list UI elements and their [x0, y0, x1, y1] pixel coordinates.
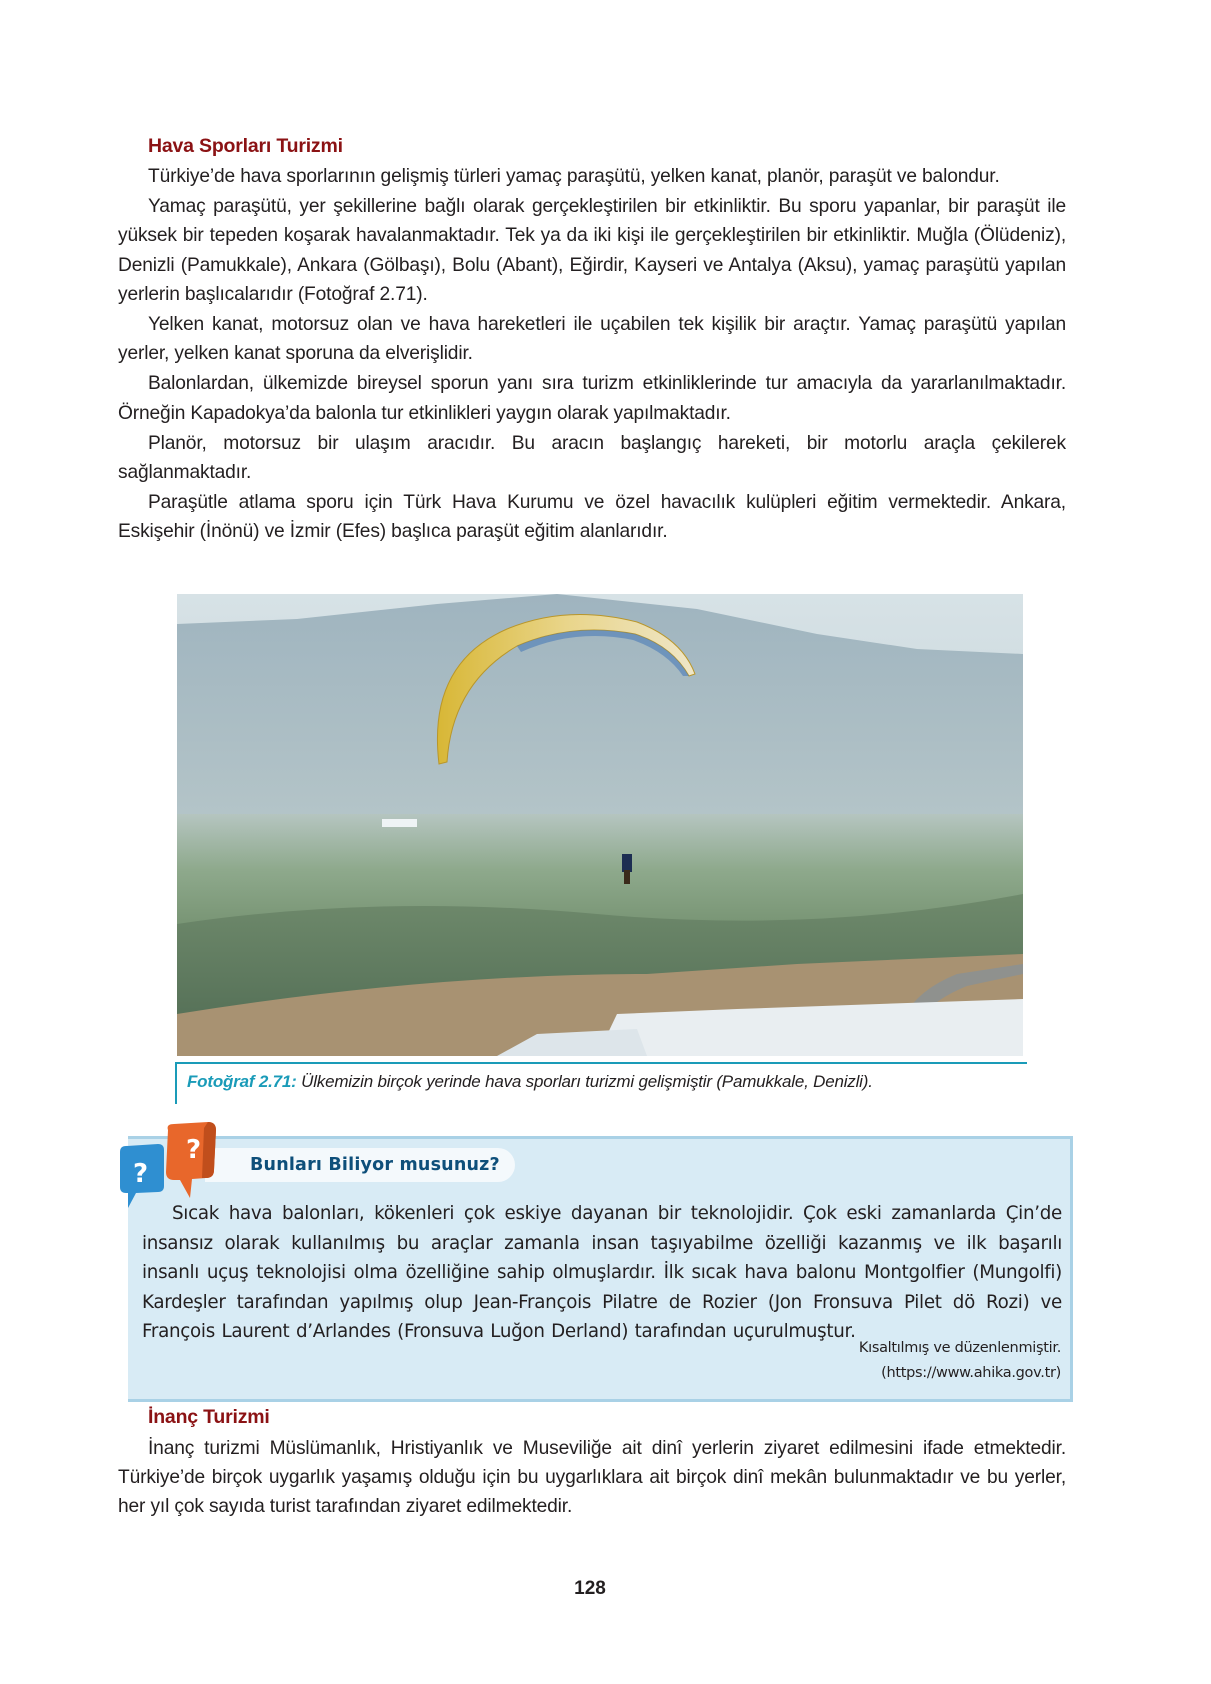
paragraph: Paraşütle atlama sporu için Türk Hava Kurumu ve özel havacılık kulüpleri eğitim vermektedir. Ankara, Eskişehir (İnönü) ve İzmir (Efes) başlıca paraşüt eğitim alanlarıdır. [118, 492, 1066, 543]
photo-illustration [177, 594, 1023, 1056]
section-body-air-sports [118, 162, 1066, 547]
paragraph: Yelken kanat, motorsuz olan ve hava hareketleri ile uçabilen tek kişilik bir araçtır. Yamaç paraşütü yapılan yerler, yelken kanat sporuna da elverişlidir. [118, 314, 1066, 365]
caption-text: Ülkemizin birçok yerinde hava sporları turizmi gelişmiştir (Pamukkale, Denizli). [296, 1072, 873, 1091]
info-box-body [142, 1199, 1062, 1347]
info-paragraph: Sıcak hava balonları, kökenleri çok eskiye dayanan bir teknolojidir. Çok eski zamanlarda Çin’de insansız olarak kullanılmış bu araçlar zamanla insan taşıyabilme özelliği kazanmış ve ilk başarılı insanlı uçuş teknolojisi olma özelliğine sahip olmuşlardır. İlk sıcak hava balonu Montgolfier (Mungolfi) Kardeşler tarafından yapılmış olup Jean-François Pilatre de Rozier (Jon Fronsuva Pilet dö Rozi) ve François Laurent d’Arlandes (Fronsuva Luğon Derland) tarafından uçurulmuştur. [142, 1203, 1062, 1342]
paragraph: Planör, motorsuz bir ulaşım aracıdır. Bu aracın başlangıç hareketi, bir motorlu araçla çekilerek sağlanmaktadır. [118, 432, 1066, 484]
section-body-faith-tourism [118, 1434, 1066, 1522]
pond [382, 819, 417, 827]
paragraph: Türkiye’de hava sporlarının gelişmiş türleri yamaç paraşütü, yelken kanat, planör, paraşüt ve balondur. [148, 166, 1000, 187]
info-box-title: Bunları Biliyor musunuz? [250, 1155, 500, 1175]
question-speech-bubbles-icon [118, 1122, 218, 1208]
paragraph: İnanç turizmi Müslümanlık, Hristiyanlık ve Museviliğe ait dinî yerlerin ziyaret edilmesini ifade etmektedir. Türkiye’de birçok uygarlık yaşamış olduğu için bu uygarlıklara ait birçok dinî mekân bulunmaktadır ve bu yerler, her yıl çok sayıda turist tarafından ziyaret edilmektedir. [118, 1438, 1066, 1518]
page-number: 128 [574, 1578, 606, 1599]
question-mark: ? [186, 1135, 202, 1165]
info-note: Kısaltılmış ve düzenlenmiştir. [858, 1340, 1061, 1356]
caption-label: Fotoğraf 2.71: [187, 1072, 297, 1091]
info-source-link[interactable]: (https://www.ahika.gov.tr) [881, 1365, 1061, 1381]
paragraph: Yamaç paraşütü, yer şekillerine bağlı olarak gerçekleştirilen bir etkinliktir. Bu sporu yapanlar, bir paraşüt ile yüksek bir tepeden koşarak havalanmaktadır. Tek ya da iki kişi ile gerçekleştirilen bir etkinliktir. Muğla (Ölüdeniz), Denizli (Pamukkale), Ankara (Gölbaşı), Bolu (Abant), Eğirdir, Kayseri ve Antalya (Aksu), yamaç paraşütü yapılan yerlerin başlıcalarıdır (Fotoğraf 2.71). [118, 196, 1066, 305]
photo-paraglider [177, 594, 1023, 1056]
photo-caption [175, 1062, 1027, 1104]
question-mark: ? [133, 1159, 149, 1189]
paraglider-pilot [622, 854, 632, 872]
paragraph: Balonlardan, ülkemizde bireysel sporun yanı sıra turizm etkinliklerinde tur amacıyla da yararlanılmaktadır. Örneğin Kapadokya’da balonla tur etkinlikleri yaygın olarak yapılmaktadır. [118, 373, 1066, 424]
section-heading-air-sports: Hava Sporları Turizmi [148, 135, 343, 157]
section-heading-faith-tourism: İnanç Turizmi [148, 1406, 270, 1428]
paraglider-harness [624, 870, 630, 884]
